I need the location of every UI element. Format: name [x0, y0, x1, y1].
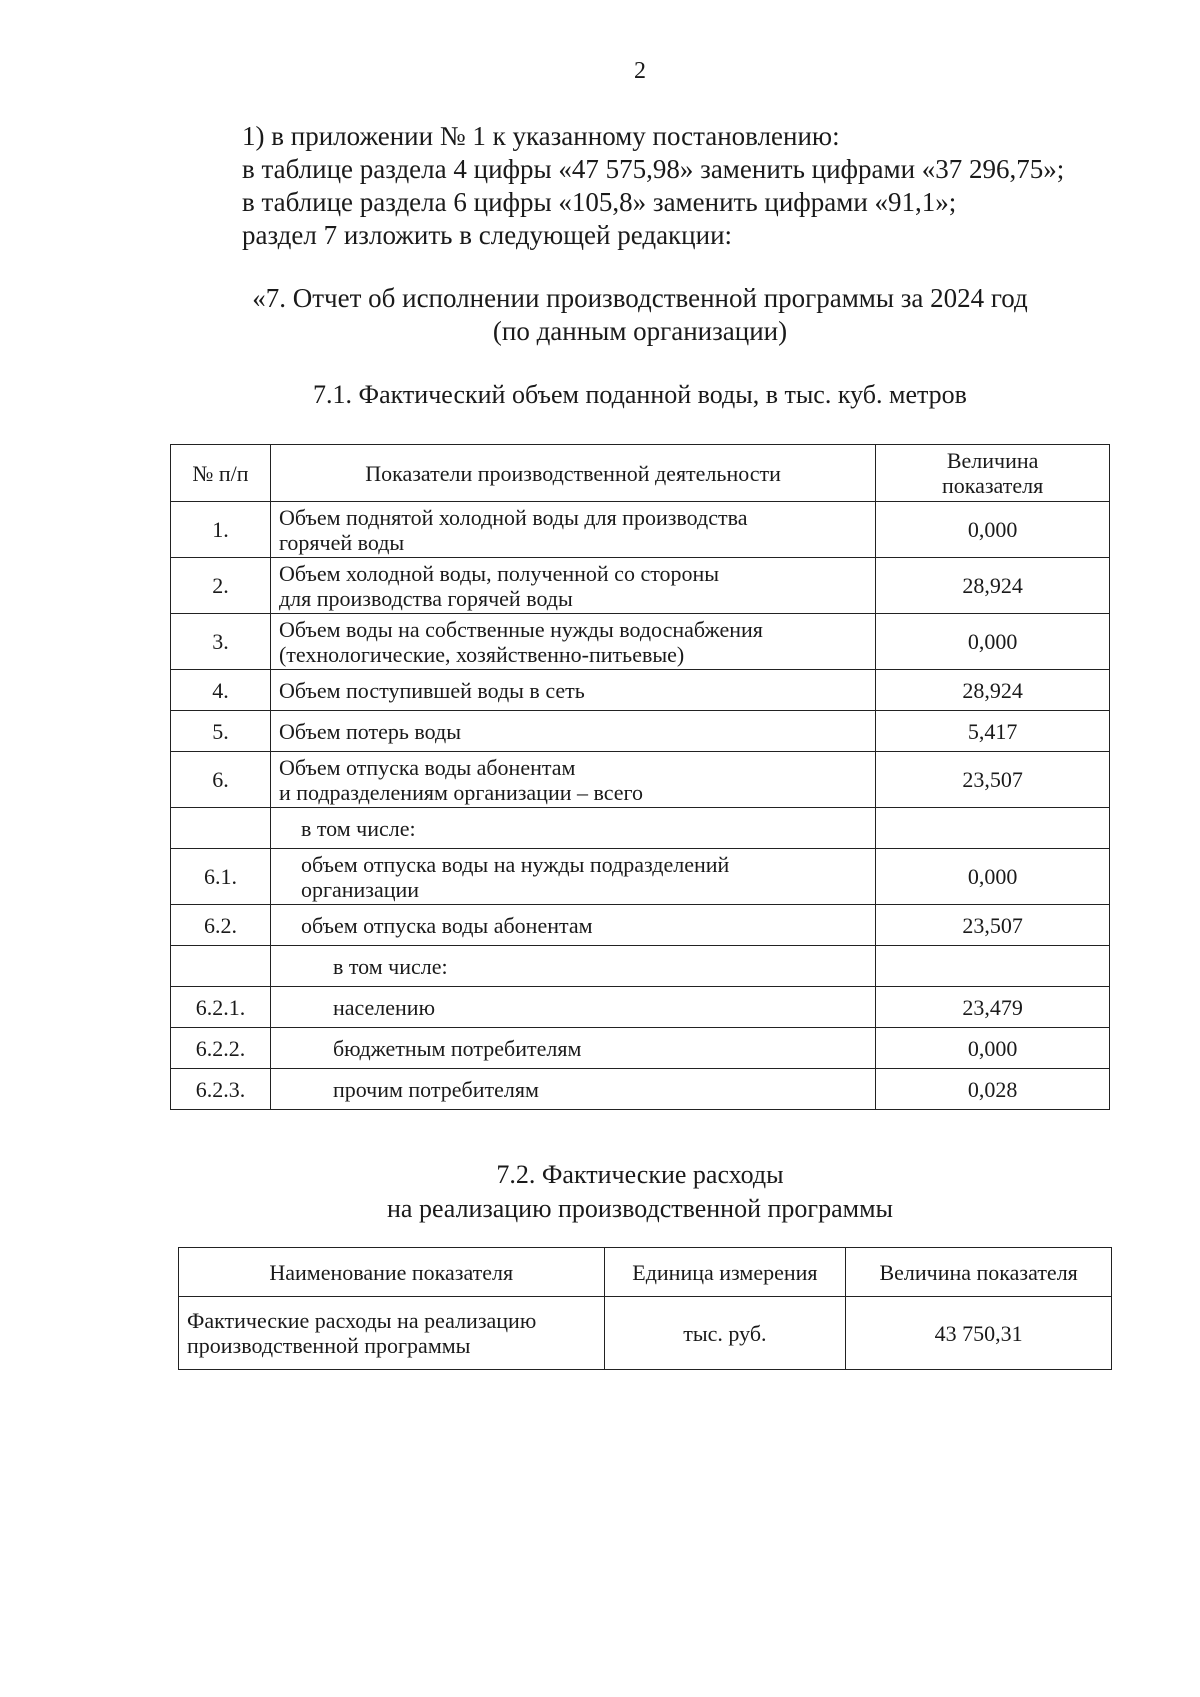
row-value: 5,417: [876, 711, 1110, 752]
row-indicator-line-1: Объем поднятой холодной воды для производства: [278, 504, 748, 530]
row-value: 23,507: [876, 752, 1110, 808]
row-num: 6.: [171, 752, 271, 808]
header-value: Величина показателя: [846, 1248, 1112, 1297]
table-row: [171, 1028, 1110, 1069]
row-indicator: в том числе:: [270, 808, 875, 849]
row-indicator-line-1: объем отпуска воды на нужды подразделений: [300, 851, 730, 877]
row-indicator-line-1: Фактические расходы на реализацию: [187, 1308, 537, 1333]
row-indicator: объем отпуска воды абонентам: [270, 905, 875, 946]
intro-line-3: в таблице раздела 6 цифры «105,8» заменить цифрами «91,1»;: [242, 187, 957, 217]
table2-title-line-1: 7.2. Фактические расходы: [496, 1160, 784, 1189]
water-volume-table: [170, 444, 1110, 1110]
section-title: [0, 282, 1200, 348]
table-row: [171, 752, 1110, 808]
table2-title: [0, 1158, 1200, 1226]
table-row: [171, 905, 1110, 946]
row-value: 0,028: [876, 1069, 1110, 1110]
row-indicator: в том числе:: [270, 946, 875, 987]
row-indicator-line-2: для производства горячей воды: [278, 585, 573, 611]
header-indicator: Показатели производственной деятельности: [270, 445, 875, 502]
header-unit: Единица измерения: [604, 1248, 846, 1297]
row-indicator: населению: [270, 987, 875, 1028]
row-indicator-line-1: Объем отпуска воды абонентам: [278, 754, 576, 780]
row-indicator-line-2: организации: [300, 876, 420, 902]
table-header-row: [171, 445, 1110, 502]
table2-title-line-2: на реализацию производственной программы: [386, 1194, 893, 1223]
row-indicator: [270, 614, 875, 670]
row-num: 5.: [171, 711, 271, 752]
row-num: 6.2.3.: [171, 1069, 271, 1110]
row-num: 6.1.: [171, 849, 271, 905]
table-row: [179, 1297, 1112, 1370]
table-row: [171, 987, 1110, 1028]
header-num: № п/п: [171, 445, 271, 502]
row-value: 0,000: [876, 614, 1110, 670]
header-value-line-2: показателя: [941, 473, 1044, 498]
row-value: 43 750,31: [846, 1297, 1112, 1370]
section-title-line-1: «7. Отчет об исполнении производственной программы за 2024 год: [252, 283, 1028, 313]
header-name: Наименование показателя: [179, 1248, 605, 1297]
row-value: 0,000: [876, 1028, 1110, 1069]
table-row: [171, 808, 1110, 849]
row-value: [876, 946, 1110, 987]
row-indicator-line-1: Объем воды на собственные нужды водоснабжения: [278, 616, 763, 642]
row-value: 0,000: [876, 502, 1110, 558]
row-num: 2.: [171, 558, 271, 614]
row-unit: тыс. руб.: [604, 1297, 846, 1370]
row-indicator-line-2: горячей воды: [278, 529, 405, 555]
row-num: [171, 946, 271, 987]
table-row: [171, 849, 1110, 905]
table-header-row: [179, 1248, 1112, 1297]
row-value: [876, 808, 1110, 849]
table-row: [171, 1069, 1110, 1110]
row-indicator: Объем поступившей воды в сеть: [270, 670, 875, 711]
row-num: 4.: [171, 670, 271, 711]
row-num: 6.2.2.: [171, 1028, 271, 1069]
table-row: [171, 711, 1110, 752]
intro-paragraph: [242, 120, 1064, 252]
row-value: 0,000: [876, 849, 1110, 905]
row-indicator: [270, 849, 875, 905]
header-value: [876, 445, 1110, 502]
intro-line-1: 1) в приложении № 1 к указанному постановлению:: [242, 121, 840, 151]
row-num: 6.2.1.: [171, 987, 271, 1028]
intro-line-2: в таблице раздела 4 цифры «47 575,98» заменить цифрами «37 296,75»;: [242, 154, 1065, 184]
row-indicator: бюджетным потребителям: [270, 1028, 875, 1069]
row-value: 23,479: [876, 987, 1110, 1028]
row-indicator: [270, 558, 875, 614]
table-row: [171, 558, 1110, 614]
table-row: [171, 614, 1110, 670]
row-num: 3.: [171, 614, 271, 670]
table-row: [171, 946, 1110, 987]
row-value: 23,507: [876, 905, 1110, 946]
row-indicator-line-2: и подразделениям организации – всего: [278, 779, 644, 805]
table1-title: 7.1. Фактический объем поданной воды, в тыс. куб. метров: [313, 380, 967, 409]
table-row: [171, 502, 1110, 558]
row-indicator: Объем потерь воды: [270, 711, 875, 752]
row-value: 28,924: [876, 670, 1110, 711]
row-value: 28,924: [876, 558, 1110, 614]
row-indicator-line-1: Объем холодной воды, полученной со стороны: [278, 560, 720, 586]
page-number: 2: [634, 58, 646, 84]
row-num: 1.: [171, 502, 271, 558]
intro-line-4: раздел 7 изложить в следующей редакции:: [242, 220, 733, 250]
row-indicator: прочим потребителям: [270, 1069, 875, 1110]
row-indicator: [179, 1297, 605, 1370]
row-indicator: [270, 752, 875, 808]
row-indicator-line-2: производственной программы: [187, 1333, 471, 1358]
section-title-line-2: (по данным организации): [492, 316, 788, 346]
expenses-table: [178, 1247, 1112, 1370]
header-value-line-1: Величина: [946, 448, 1039, 473]
row-num: 6.2.: [171, 905, 271, 946]
table-row: [171, 670, 1110, 711]
row-indicator-line-2: (технологические, хозяйственно-питьевые): [278, 641, 685, 667]
row-indicator: [270, 502, 875, 558]
row-num: [171, 808, 271, 849]
